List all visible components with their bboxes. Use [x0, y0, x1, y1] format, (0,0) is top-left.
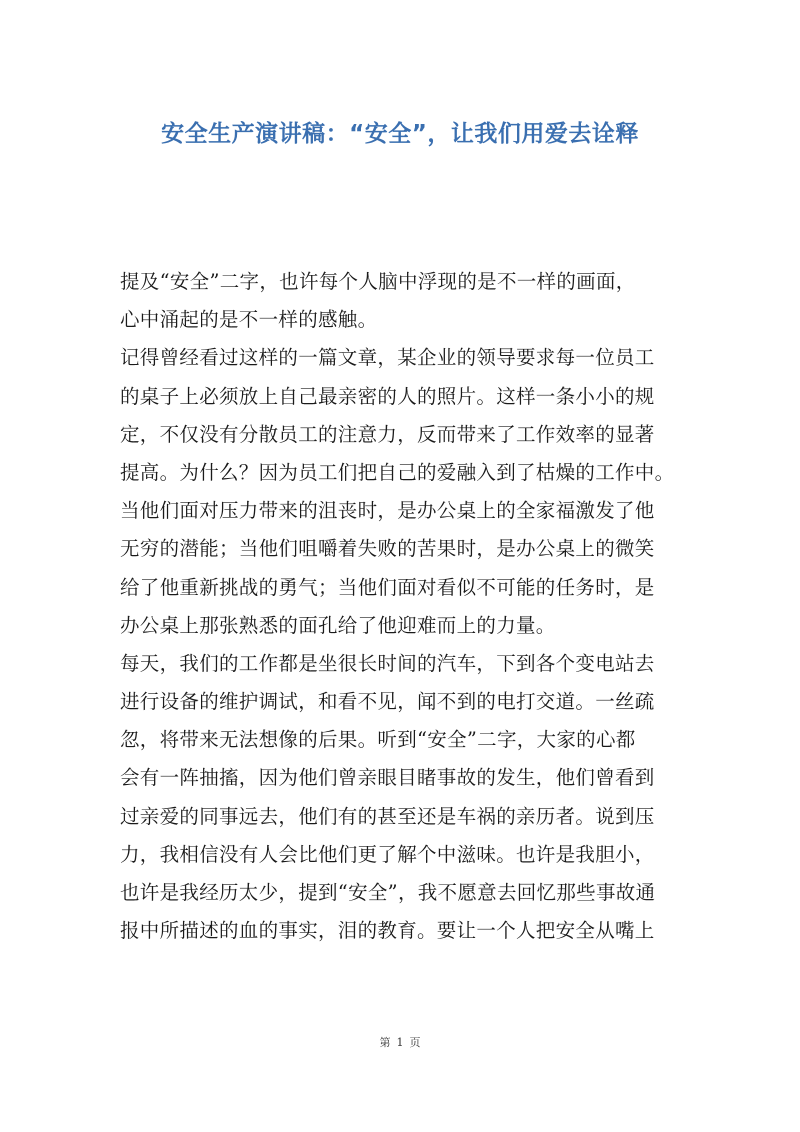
body-line: 的桌子上必须放上自己最亲密的人的照片。这样一条小小的规	[120, 384, 655, 408]
page-number: 1	[396, 1036, 404, 1049]
body-line: 忽，将带来无法想像的后果。听到“安全”二字，大家的心都	[120, 728, 636, 752]
body-line: 心中涌起的是不一样的感触。	[120, 308, 378, 332]
body-line: 进行设备的维护调试，和看不见，闻不到的电打交道。一丝疏	[120, 690, 655, 714]
body-line: 提高。为什么？因为员工们把自己的爱融入到了枯燥的工作中。	[120, 460, 675, 484]
body-line: 力，我相信没有人会比他们更了解个中滋味。也许是我胆小，	[120, 842, 655, 866]
body-line: 办公桌上那张熟悉的面孔给了他迎难而上的力量。	[120, 613, 556, 637]
body-line: 定，不仅没有分散员工的注意力，反而带来了工作效率的显著	[120, 422, 655, 446]
document-title: 安全生产演讲稿：“安全”，让我们用爱去诠释	[161, 121, 639, 147]
body-line: 当他们面对压力带来的沮丧时，是办公桌上的全家福激发了他	[120, 499, 655, 523]
body-line: 报中所描述的血的事实，泪的教育。要让一个人把安全从嘴上	[120, 919, 655, 943]
body-line: 记得曾经看过这样的一篇文章，某企业的领导要求每一位员工	[120, 346, 655, 370]
body-line: 无穷的潜能；当他们咀嚼着失败的苦果时，是办公桌上的微笑	[120, 537, 655, 561]
footer-suffix: 页	[409, 1036, 421, 1049]
body-line: 给了他重新挑战的勇气；当他们面对看似不可能的任务时，是	[120, 575, 655, 599]
footer-prefix: 第	[379, 1036, 391, 1049]
body-line: 提及“安全”二字，也许每个人脑中浮现的是不一样的画面，	[120, 270, 636, 293]
body-line: 每天，我们的工作都是坐很长时间的汽车，下到各个变电站去	[120, 651, 655, 675]
page-footer	[0, 1034, 800, 1050]
body-line: 过亲爱的同事远去，他们有的甚至还是车祸的亲历者。说到压	[120, 804, 655, 828]
body-line: 也许是我经历太少，提到“安全”，我不愿意去回忆那些事故通	[120, 881, 656, 904]
document-body	[120, 263, 685, 950]
body-line: 会有一阵抽搐，因为他们曾亲眼目睹事故的发生，他们曾看到	[120, 766, 655, 790]
